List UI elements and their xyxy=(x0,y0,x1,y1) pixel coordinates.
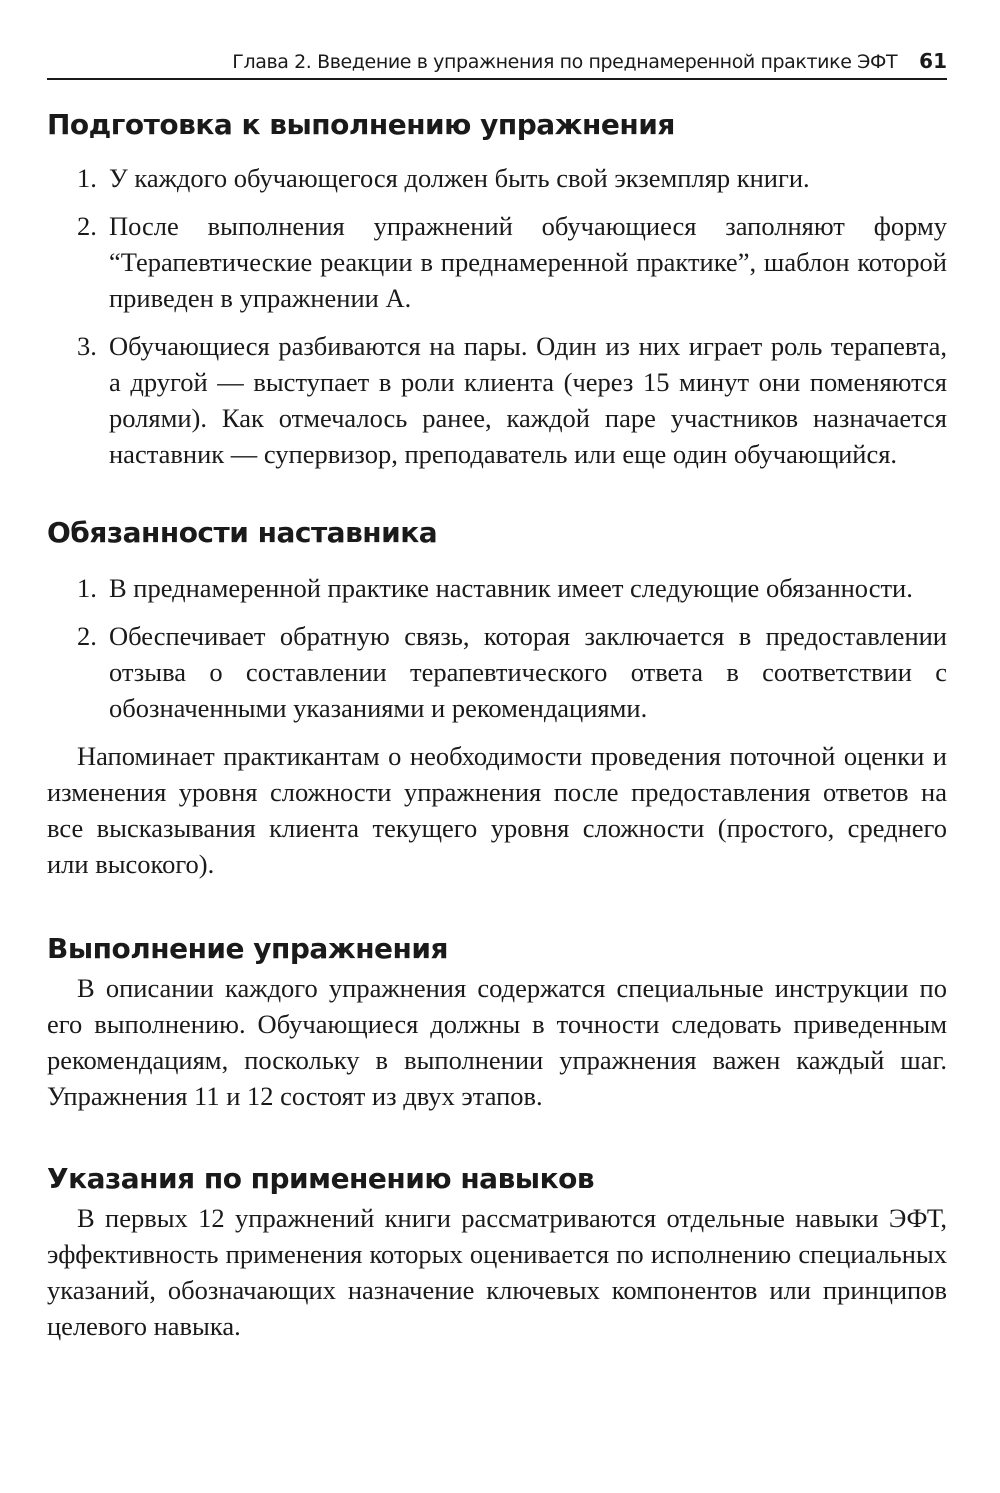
list-item-text: Обучающиеся разбиваются на пары. Один из них играет роль терапевта, а другой — выступает в роли клиента (через 15 минут они поменяются ролями). Как отмечалось ранее, каждой паре участников назначается наставник — супервизор, преподаватель или еще один обучающийся. xyxy=(109,331,947,469)
list-item-number: 2. xyxy=(77,621,97,651)
list-item xyxy=(47,160,947,196)
list-item xyxy=(47,618,947,726)
list-item xyxy=(47,328,947,472)
section-heading-mentor-duties: Обязанности наставника xyxy=(47,516,438,549)
list-item-number: 1. xyxy=(77,573,97,603)
list-item-number: 2. xyxy=(77,211,97,241)
list-item xyxy=(47,208,947,316)
section-heading-skill-guidelines: Указания по применению навыков xyxy=(47,1162,595,1195)
list-item-text: В преднамеренной практике наставник имеет следующие обязанности. xyxy=(109,573,913,603)
exercise-execution-paragraph: В описании каждого упражнения содержатся специальные инструкции по его выполнению. Обучающиеся должны в точности следовать приведенным рекомендациям, поскольку в выполнении упражнения важен каждый шаг. Упражнения 11 и 12 состоят из двух этапов. xyxy=(47,973,947,1111)
preparation-list xyxy=(47,160,947,472)
list-item-text: После выполнения упражнений обучающиеся заполняют форму “Терапевтические реакции в преднамеренной практике”, шаблон которой приведен в упражнении А. xyxy=(109,211,947,313)
list-item-text: Обеспечивает обратную связь, которая заключается в предоставлении отзыва о составлении терапевтического ответа в соответствии с обозначенными указаниями и рекомендациями. xyxy=(109,621,947,723)
chapter-title: Глава 2. Введение в упражнения по преднамеренной практике ЭФТ xyxy=(232,51,898,73)
page-number: 61 xyxy=(919,49,947,73)
mentor-duties-paragraph: Напоминает практикантам о необходимости проведения поточной оценки и изменения уровня сложности упражнения после предоставления ответов на все высказывания клиента текущего уровня сложности (простого, среднего или высокого). xyxy=(47,741,947,879)
list-item xyxy=(47,570,947,606)
list-item-text: У каждого обучающегося должен быть свой экземпляр книги. xyxy=(109,163,810,193)
mentor-duties-list xyxy=(47,570,947,726)
section-heading-exercise-execution: Выполнение упражнения xyxy=(47,932,448,965)
running-header xyxy=(47,44,947,80)
section-heading-preparation: Подготовка к выполнению упражнения xyxy=(47,108,675,141)
skill-guidelines-paragraph: В первых 12 упражнений книги рассматриваются отдельные навыки ЭФТ, эффективность применения которых оценивается по исполнению специальных указаний, обозначающих назначение ключевых компонентов или принципов целевого навыка. xyxy=(47,1203,947,1341)
list-item-number: 3. xyxy=(77,331,97,361)
page-content xyxy=(47,104,947,1344)
list-item-number: 1. xyxy=(77,163,97,193)
